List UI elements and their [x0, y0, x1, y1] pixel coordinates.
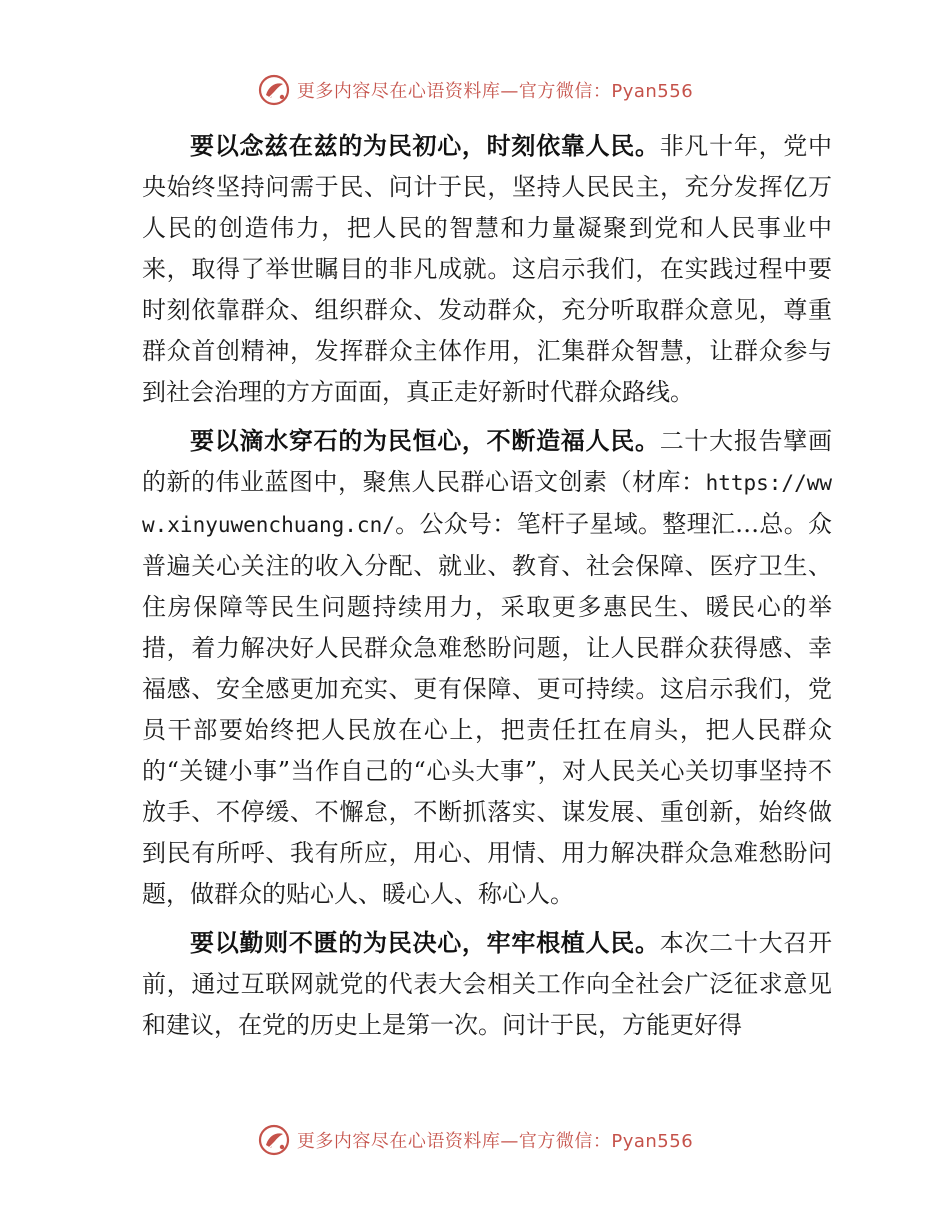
header-text: 更多内容尽在心语资料库—官方微信：Pyan556 — [296, 81, 694, 102]
paragraph-2-lead: 要以滴水穿石的为民恒心，不断造福人民。 — [190, 427, 660, 455]
brand-seal-icon — [257, 73, 291, 107]
paragraph-1-lead: 要以念兹在兹的为民初心，时刻依靠人民。 — [190, 132, 660, 160]
paragraph-3-text: 本次二十大召开前，通过互联网就党的代表大会相关工作向全社会广泛征求意见和建议，在党的历史上是第一次。问计于民，方能更好得 — [142, 929, 833, 1039]
paragraph-1 — [142, 126, 832, 413]
paragraph-3-lead: 要以勤则不匮的为民决心，牢牢根植人民。 — [190, 929, 660, 957]
paragraph-1-text: 非凡十年，党中央始终坚持问需于民、问计于民，坚持人民民主，充分发挥亿万人民的创造伟力，把人民的智慧和力量凝聚到党和人民事业中来，取得了举世瞩目的非凡成就。这启示我们，在实践过程中要时刻依靠群众、组织群众、发动群众，充分听取群众意见，尊重群众首创精神，发挥群众主体作用，汇集群众智慧，让群众参与到社会治理的方方面面，真正走好新时代群众路线。 — [142, 132, 833, 406]
article-body — [142, 126, 832, 1054]
paragraph-3 — [142, 923, 832, 1046]
paragraph-2 — [142, 421, 832, 915]
paragraph-2-text-a: 二十大报告擘画的新的伟业蓝图中，聚焦人民群心语文创素（材库： — [142, 427, 833, 496]
header-banner — [0, 70, 950, 110]
source-url: https://www.xinyuwenchuang.cn/ — [142, 471, 832, 537]
footer-text: 更多内容尽在心语资料库—官方微信：Pyan556 — [296, 1131, 694, 1152]
paragraph-2-text-b: 。公众号：笔杆子星域。整理汇…总。众普遍关心关注的收入分配、就业、教育、社会保障、医疗卫生、住房保障等民生问题持续用力，采取更多惠民生、暖民心的举措，着力解决好人民群众急难愁盼问题，让人民群众获得感、幸福感、安全感更加充实、更有保障、更可持续。这启示我们，党员干部要始终把人民放在心上，把责任扛在肩头，把人民群众的“关键小事”当作自己的“心头大事”，对人民关心关切事坚持不放手、不停缓、不懈怠，不断抓落实、谋发展、重创新，始终做到民有所呼、我有所应，用心、用情、用力解决群众急难愁盼问题，做群众的贴心人、暖心人、称心人。 — [142, 510, 832, 908]
brand-seal-icon — [257, 1123, 291, 1157]
footer-banner — [0, 1120, 950, 1160]
